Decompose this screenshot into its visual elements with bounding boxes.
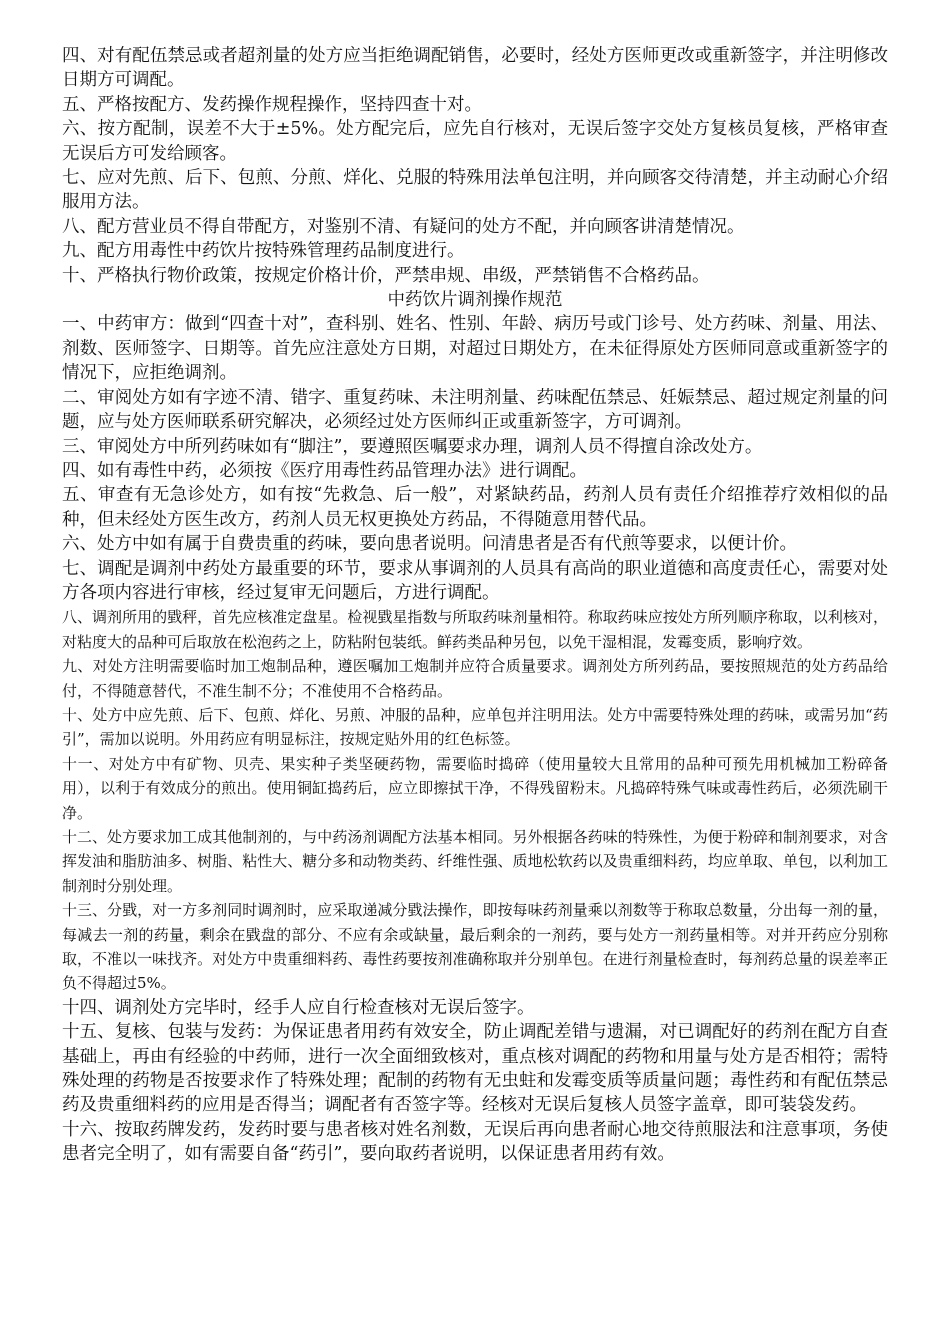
paragraph: 三、审阅处方中所列药味如有“脚注”，要遵照医嘱要求办理，调剂人员不得擅自涂改处方。 xyxy=(62,436,763,457)
paragraph: 五、审查有无急诊处方，如有按“先救急、后一般”，对紧缺药品，药剂人员有责任介绍推荐疗效相似的品种，但未经处方医生改方，药剂人员无权更换处方药品，不得随意用替代品。 xyxy=(62,485,888,530)
paragraph: 四、对有配伍禁忌或者超剂量的处方应当拒绝调配销售，必要时，经处方医师更改或重新签字，并注明修改日期方可调配。 xyxy=(62,46,888,91)
paragraph: 十三、分戥，对一方多剂同时调剂时，应采取递减分戥法操作，即按每味药剂量乘以剂数等于称取总数量，分出每一剂的量，每减去一剂的药量，剩余在戥盘的部分、不应有余或缺量，最后剩余的一剂药，要与处方一剂药量相等。对并开药应分别称取，不准以一味找齐。对处方中贵重细料药、毒性药要按剂准确称取并分别单包。在进行剂量检查时，每剂药总量的误差率正负不得超过5%。 xyxy=(62,901,888,993)
paragraph: 十、严格执行物价政策，按规定价格计价，严禁串规、串级，严禁销售不合格药品。 xyxy=(62,265,710,286)
paragraph: 八、调剂所用的戥秤，首先应核准定盘星。检视戥星指数与所取药味剂量相符。称取药味应按处方所列顺序称取，以利核对，对粘度大的品种可后取放在松泡药之上，防粘附包装纸。鲜药类品种另包，以免干湿相混，发霉变质，影响疗效。 xyxy=(62,608,888,651)
paragraph: 十、处方中应先煎、后下、包煎、烊化、另煎、冲服的品种，应单包并注明用法。处方中需要特殊处理的药味，或需另加“药引”，需加以说明。外用药应有明显标注，按规定贴外用的红色标签。 xyxy=(62,705,888,749)
paragraph: 四、如有毒性中药，必须按《医疗用毒性药品管理办法》进行调配。 xyxy=(62,460,587,481)
paragraph: 七、应对先煎、后下、包煎、分煎、烊化、兑服的特殊用法单包注明，并向顾客交待清楚，并主动耐心介绍服用方法。 xyxy=(62,168,888,213)
paragraph: 九、配方用毒性中药饮片按特殊管理药品制度进行。 xyxy=(62,241,465,262)
paragraph: 七、调配是调剂中药处方最重要的环节，要求从事调剂的人员具有高尚的职业道德和高度责任心，需要对处方各项内容进行审核，经过复审无问题后，方进行调配。 xyxy=(62,558,888,603)
paragraph: 九、对处方注明需要临时加工炮制品种，遵医嘱加工炮制并应符合质量要求。调剂处方所列药品，要按照规范的处方药品给付，不得随意替代，不准生制不分；不准使用不合格药品。 xyxy=(62,657,888,700)
paragraph: 十一、对处方中有矿物、贝壳、果实种子类坚硬药物，需要临时捣碎（使用量较大且常用的品种可预先用机械加工粉碎备用），以利于有效成分的煎出。使用铜缸捣药后，应立即擦拭干净，不得残留粉末。凡捣碎特殊气味或毒性药后，必须洗刷干净。 xyxy=(62,754,888,822)
paragraph: 一、中药审方：做到“四查十对”，查科别、姓名、性别、年龄、病历号或门诊号、处方药味、剂量、用法、剂数、医师签字、日期等。首先应注意处方日期，对超过日期处方，在未征得原处方医师同意或重新签字的情况下，应拒绝调剂。 xyxy=(62,314,888,384)
paragraph: 二、审阅处方如有字迹不清、错字、重复药味、未注明剂量、药味配伍禁忌、妊娠禁忌、超过规定剂量的问题，应与处方医师联系研究解决，必须经过处方医师纠正或重新签字，方可调剂。 xyxy=(62,387,888,433)
paragraph: 六、按方配制，误差不大于±5%。处方配完后，应先自行核对，无误后签字交处方复核员复核，严格审查无误后方可发给顾客。 xyxy=(62,119,888,164)
paragraph: 十六、按取药牌发药，发药时要与患者核对姓名剂数，无误后再向患者耐心地交待煎服法和注意事项，务使患者完全明了，如有需要自备“药引”，要向取药者说明，以保证患者用药有效。 xyxy=(62,1119,888,1165)
paragraph: 十二、处方要求加工成其他制剂的，与中药汤剂调配方法基本相同。另外根据各药味的特殊性，为便于粉碎和制剂要求，对含挥发油和脂肪油多、树脂、粘性大、糖分多和动物类药、纤维性强、质地松软药以及贵重细料药，均应单取、单包，以利加工制剂时分别处理。 xyxy=(62,828,888,895)
paragraph: 八、配方营业员不得自带配方，对鉴别不清、有疑问的处方不配，并向顾客讲清楚情况。 xyxy=(62,216,745,237)
document-page xyxy=(62,44,888,1167)
section-title: 中药饮片调剂操作规范 xyxy=(387,290,563,311)
paragraph: 六、处方中如有属于自费贵重的药味，要向患者说明。问清患者是否有代煎等要求，以便计价。 xyxy=(62,534,797,555)
paragraph: 五、严格按配方、发药操作规程操作，坚持四查十对。 xyxy=(62,94,482,115)
paragraph: 十四、调剂处方完毕时，经手人应自行检查核对无误后签字。 xyxy=(62,997,535,1018)
paragraph: 十五、复核、包装与发药：为保证患者用药有效安全，防止调配差错与遗漏，对已调配好的药剂在配方自查基础上，再由有经验的中药师，进行一次全面细致核对，重点核对调配的药物和用量与处方是否相符；需特殊处理的药物是否按要求作了特殊处理；配制的药物有无虫蛀和发霉变质等质量问题；毒性药和有配伍禁忌药及贵重细料药的应用是否得当；调配者有否签字等。经核对无误后复核人员签字盖章，即可装袋发药。 xyxy=(62,1022,888,1116)
